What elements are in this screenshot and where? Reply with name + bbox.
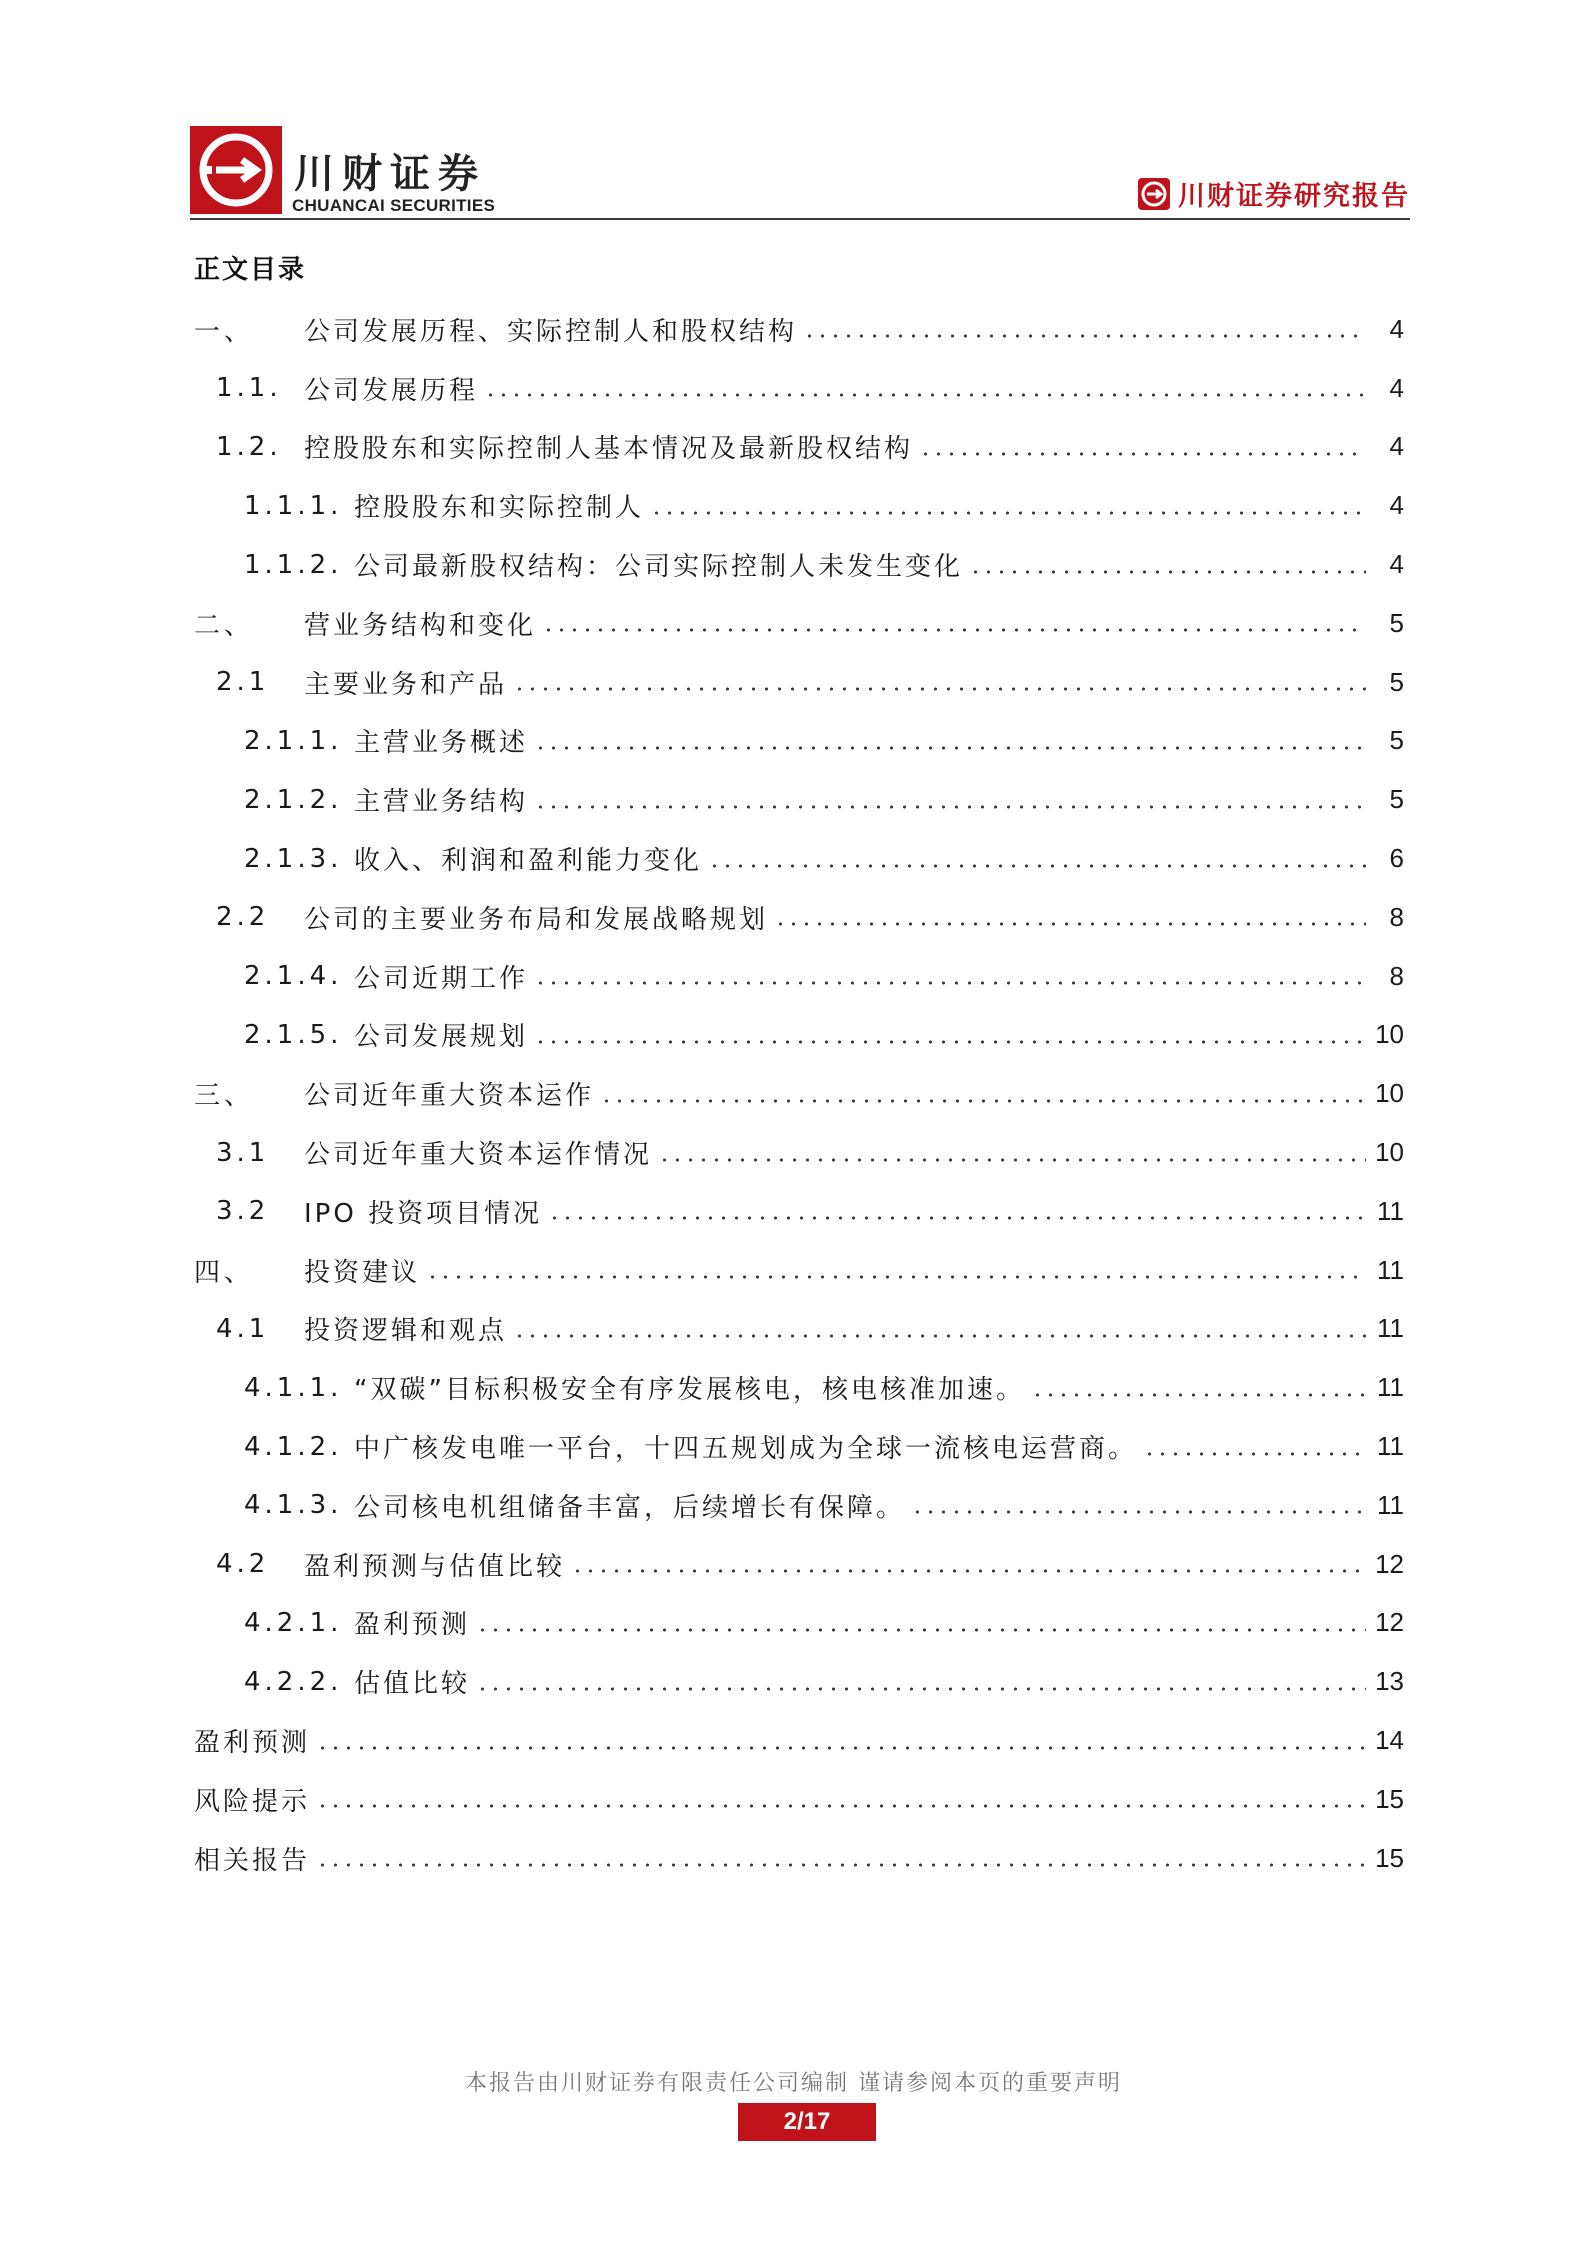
toc-page: 15 — [1375, 1783, 1404, 1814]
dot-leader — [476, 1687, 1366, 1691]
toc-page: 5 — [1389, 725, 1404, 756]
dot-leader — [534, 1040, 1366, 1044]
toc-entry[interactable] — [194, 359, 1404, 418]
dot-leader — [534, 805, 1366, 809]
toc-page: 11 — [1377, 1254, 1404, 1285]
toc-number: 3.2 — [216, 1196, 270, 1227]
toc-text: 盈利预测与估值比较 — [304, 1551, 566, 1582]
toc-entry[interactable] — [194, 1123, 1404, 1182]
toc-number: 2.1.4. — [244, 961, 343, 992]
toc-page: 11 — [1377, 1431, 1404, 1462]
toc-entry[interactable] — [194, 653, 1404, 712]
toc-number: 一、 — [194, 316, 255, 347]
dot-leader — [919, 452, 1366, 456]
dot-leader — [476, 1628, 1366, 1632]
dot-leader — [316, 1746, 1366, 1750]
toc-entry[interactable] — [194, 1006, 1404, 1065]
toc-number: 2.1.5. — [244, 1019, 343, 1050]
toc-text: 公司近年重大资本运作 — [304, 1081, 595, 1112]
toc-page: 4 — [1389, 549, 1404, 580]
toc-text: 风险提示 — [194, 1786, 311, 1817]
toc-page: 11 — [1377, 1195, 1404, 1226]
toc-text: 相关报告 — [194, 1845, 311, 1876]
toc-number: 1.1. — [216, 373, 282, 404]
toc-number: 4.1.1. — [244, 1372, 343, 1403]
dot-leader — [658, 1158, 1366, 1162]
toc-page: 10 — [1375, 1019, 1404, 1050]
dot-leader — [600, 1099, 1366, 1103]
toc-number: 4.1.3. — [244, 1490, 343, 1521]
footer-statement: 本报告由川财证券有限责任公司编制 谨请参阅本页的重要声明 — [465, 2071, 1122, 2096]
toc-page: 5 — [1389, 666, 1404, 697]
dot-leader — [426, 1275, 1366, 1279]
toc-page: 8 — [1389, 960, 1404, 991]
dot-leader — [534, 981, 1366, 985]
toc-title: 正文目录 — [194, 255, 307, 285]
toc-text: 公司最新股权结构：公司实际控制人未发生变化 — [354, 552, 964, 583]
toc-page: 14 — [1375, 1725, 1404, 1756]
toc-text: 收入、利润和盈利能力变化 — [354, 846, 703, 877]
toc-entry[interactable] — [194, 770, 1404, 829]
toc-text: IPO 投资项目情况 — [304, 1198, 543, 1229]
dot-leader — [911, 1510, 1366, 1514]
dot-leader — [534, 746, 1366, 750]
toc-number: 3.1 — [216, 1137, 270, 1168]
brand-name-en: CHUANCAI SECURITIES — [292, 196, 496, 215]
toc-entry[interactable] — [194, 1711, 1404, 1770]
toc-entry[interactable] — [194, 1829, 1404, 1888]
toc-number: 4.1 — [216, 1313, 270, 1344]
chuancai-logo-icon — [190, 126, 282, 214]
toc-number: 2.1 — [216, 667, 270, 698]
toc-page: 13 — [1375, 1666, 1404, 1697]
toc-entry[interactable] — [194, 1770, 1404, 1829]
dot-leader — [316, 1863, 1366, 1867]
toc-entry[interactable] — [194, 1652, 1404, 1711]
toc-text: 投资逻辑和观点 — [304, 1316, 508, 1347]
toc-page: 6 — [1389, 843, 1404, 874]
dot-leader — [774, 922, 1366, 926]
toc-number: 4.2.2. — [244, 1666, 343, 1697]
toc-number: 4.1.2. — [244, 1431, 343, 1462]
toc-text: 主要业务和产品 — [304, 669, 508, 700]
toc-entry[interactable] — [194, 1476, 1404, 1535]
dot-leader — [1031, 1393, 1366, 1397]
dot-leader — [316, 1804, 1366, 1808]
toc-text: 公司的主要业务布局和发展战略规划 — [304, 904, 769, 935]
toc-page: 11 — [1377, 1372, 1404, 1403]
toc-text: “双碳”目标积极安全有序发展核电，核电核准加速。 — [354, 1375, 1025, 1406]
toc-text: 公司发展规划 — [354, 1022, 529, 1053]
toc-number: 4.2.1. — [244, 1607, 343, 1638]
toc-number: 2.1.3. — [244, 843, 343, 874]
dot-leader — [571, 1569, 1366, 1573]
toc-text: 公司核电机组储备丰富，后续增长有保障。 — [354, 1492, 906, 1523]
toc-entry[interactable] — [194, 947, 1404, 1006]
toc-page: 4 — [1389, 313, 1404, 344]
toc-number: 三、 — [194, 1081, 255, 1112]
toc-page: 11 — [1377, 1313, 1404, 1344]
toc-number: 1.1.1. — [244, 490, 343, 521]
toc-entry[interactable] — [194, 888, 1404, 947]
toc-page: 5 — [1389, 607, 1404, 638]
toc-text: 营业务结构和变化 — [304, 610, 537, 641]
toc-text: 控股股东和实际控制人 — [354, 493, 645, 524]
header-divider — [190, 218, 1410, 220]
toc-entry[interactable] — [194, 418, 1404, 477]
toc-page: 4 — [1389, 372, 1404, 403]
toc-page: 8 — [1389, 901, 1404, 932]
page-header — [190, 120, 1410, 220]
toc-page: 4 — [1389, 490, 1404, 521]
toc-page: 12 — [1375, 1548, 1404, 1579]
toc-page: 5 — [1389, 784, 1404, 815]
toc-number: 4.2 — [216, 1549, 270, 1580]
toc-entry[interactable] — [194, 1594, 1404, 1653]
toc-text: 盈利预测 — [194, 1728, 311, 1759]
dot-leader — [484, 393, 1366, 397]
toc-entry[interactable] — [194, 829, 1404, 888]
report-label-text: 川财证券研究报告 — [1178, 181, 1410, 212]
toc-text: 公司发展历程 — [304, 375, 479, 406]
report-label — [1138, 174, 1410, 213]
toc-page: 15 — [1375, 1842, 1404, 1873]
toc-entry[interactable] — [194, 594, 1404, 653]
toc-text: 估值比较 — [354, 1669, 471, 1700]
dot-leader — [1143, 1452, 1366, 1456]
toc-text: 盈利预测 — [354, 1610, 471, 1641]
toc-entry[interactable] — [194, 300, 1404, 359]
toc-entry[interactable] — [194, 1241, 1404, 1300]
toc-entry[interactable] — [194, 1064, 1404, 1123]
toc-text: 公司近年重大资本运作情况 — [304, 1140, 653, 1171]
dot-leader — [548, 1216, 1366, 1220]
toc-page: 4 — [1389, 431, 1404, 462]
dot-leader — [969, 570, 1366, 574]
toc-text: 中广核发电唯一平台，十四五规划成为全球一流核电运营商。 — [354, 1434, 1138, 1465]
toc-entry[interactable] — [194, 1535, 1404, 1594]
toc-entry[interactable] — [194, 1417, 1404, 1476]
toc-text: 主营业务结构 — [354, 787, 529, 818]
toc-entry[interactable] — [194, 1358, 1404, 1417]
table-of-contents — [194, 300, 1404, 1888]
toc-text: 控股股东和实际控制人基本情况及最新股权结构 — [304, 434, 914, 465]
toc-entry[interactable] — [194, 1300, 1404, 1359]
toc-text: 公司发展历程、实际控制人和股权结构 — [304, 316, 798, 347]
brand-name-cn: 川财证券 — [294, 151, 486, 197]
dot-leader — [513, 687, 1366, 691]
page-number-badge: 2/17 — [738, 2103, 876, 2141]
toc-entry[interactable] — [194, 712, 1404, 771]
toc-text: 投资建议 — [304, 1257, 421, 1288]
toc-page: 12 — [1375, 1607, 1404, 1638]
toc-entry[interactable] — [194, 1182, 1404, 1241]
dot-leader — [803, 334, 1366, 338]
toc-text: 公司近期工作 — [354, 963, 529, 994]
dot-leader — [650, 511, 1366, 515]
toc-number: 1.2. — [216, 431, 282, 462]
toc-number: 二、 — [194, 610, 255, 641]
dot-leader — [708, 864, 1366, 868]
toc-number: 2.2 — [216, 902, 270, 933]
toc-number: 1.1.2. — [244, 549, 343, 580]
dot-leader — [542, 628, 1366, 632]
toc-entry[interactable] — [194, 476, 1404, 535]
toc-page: 10 — [1375, 1137, 1404, 1168]
toc-entry[interactable] — [194, 535, 1404, 594]
dot-leader — [513, 1334, 1366, 1338]
toc-page: 10 — [1375, 1078, 1404, 1109]
toc-number: 四、 — [194, 1257, 255, 1288]
toc-number: 2.1.1. — [244, 725, 343, 756]
toc-page: 11 — [1377, 1489, 1404, 1520]
toc-text: 主营业务概述 — [354, 728, 529, 759]
chuancai-small-logo-icon — [1138, 178, 1170, 210]
toc-number: 2.1.2. — [244, 784, 343, 815]
